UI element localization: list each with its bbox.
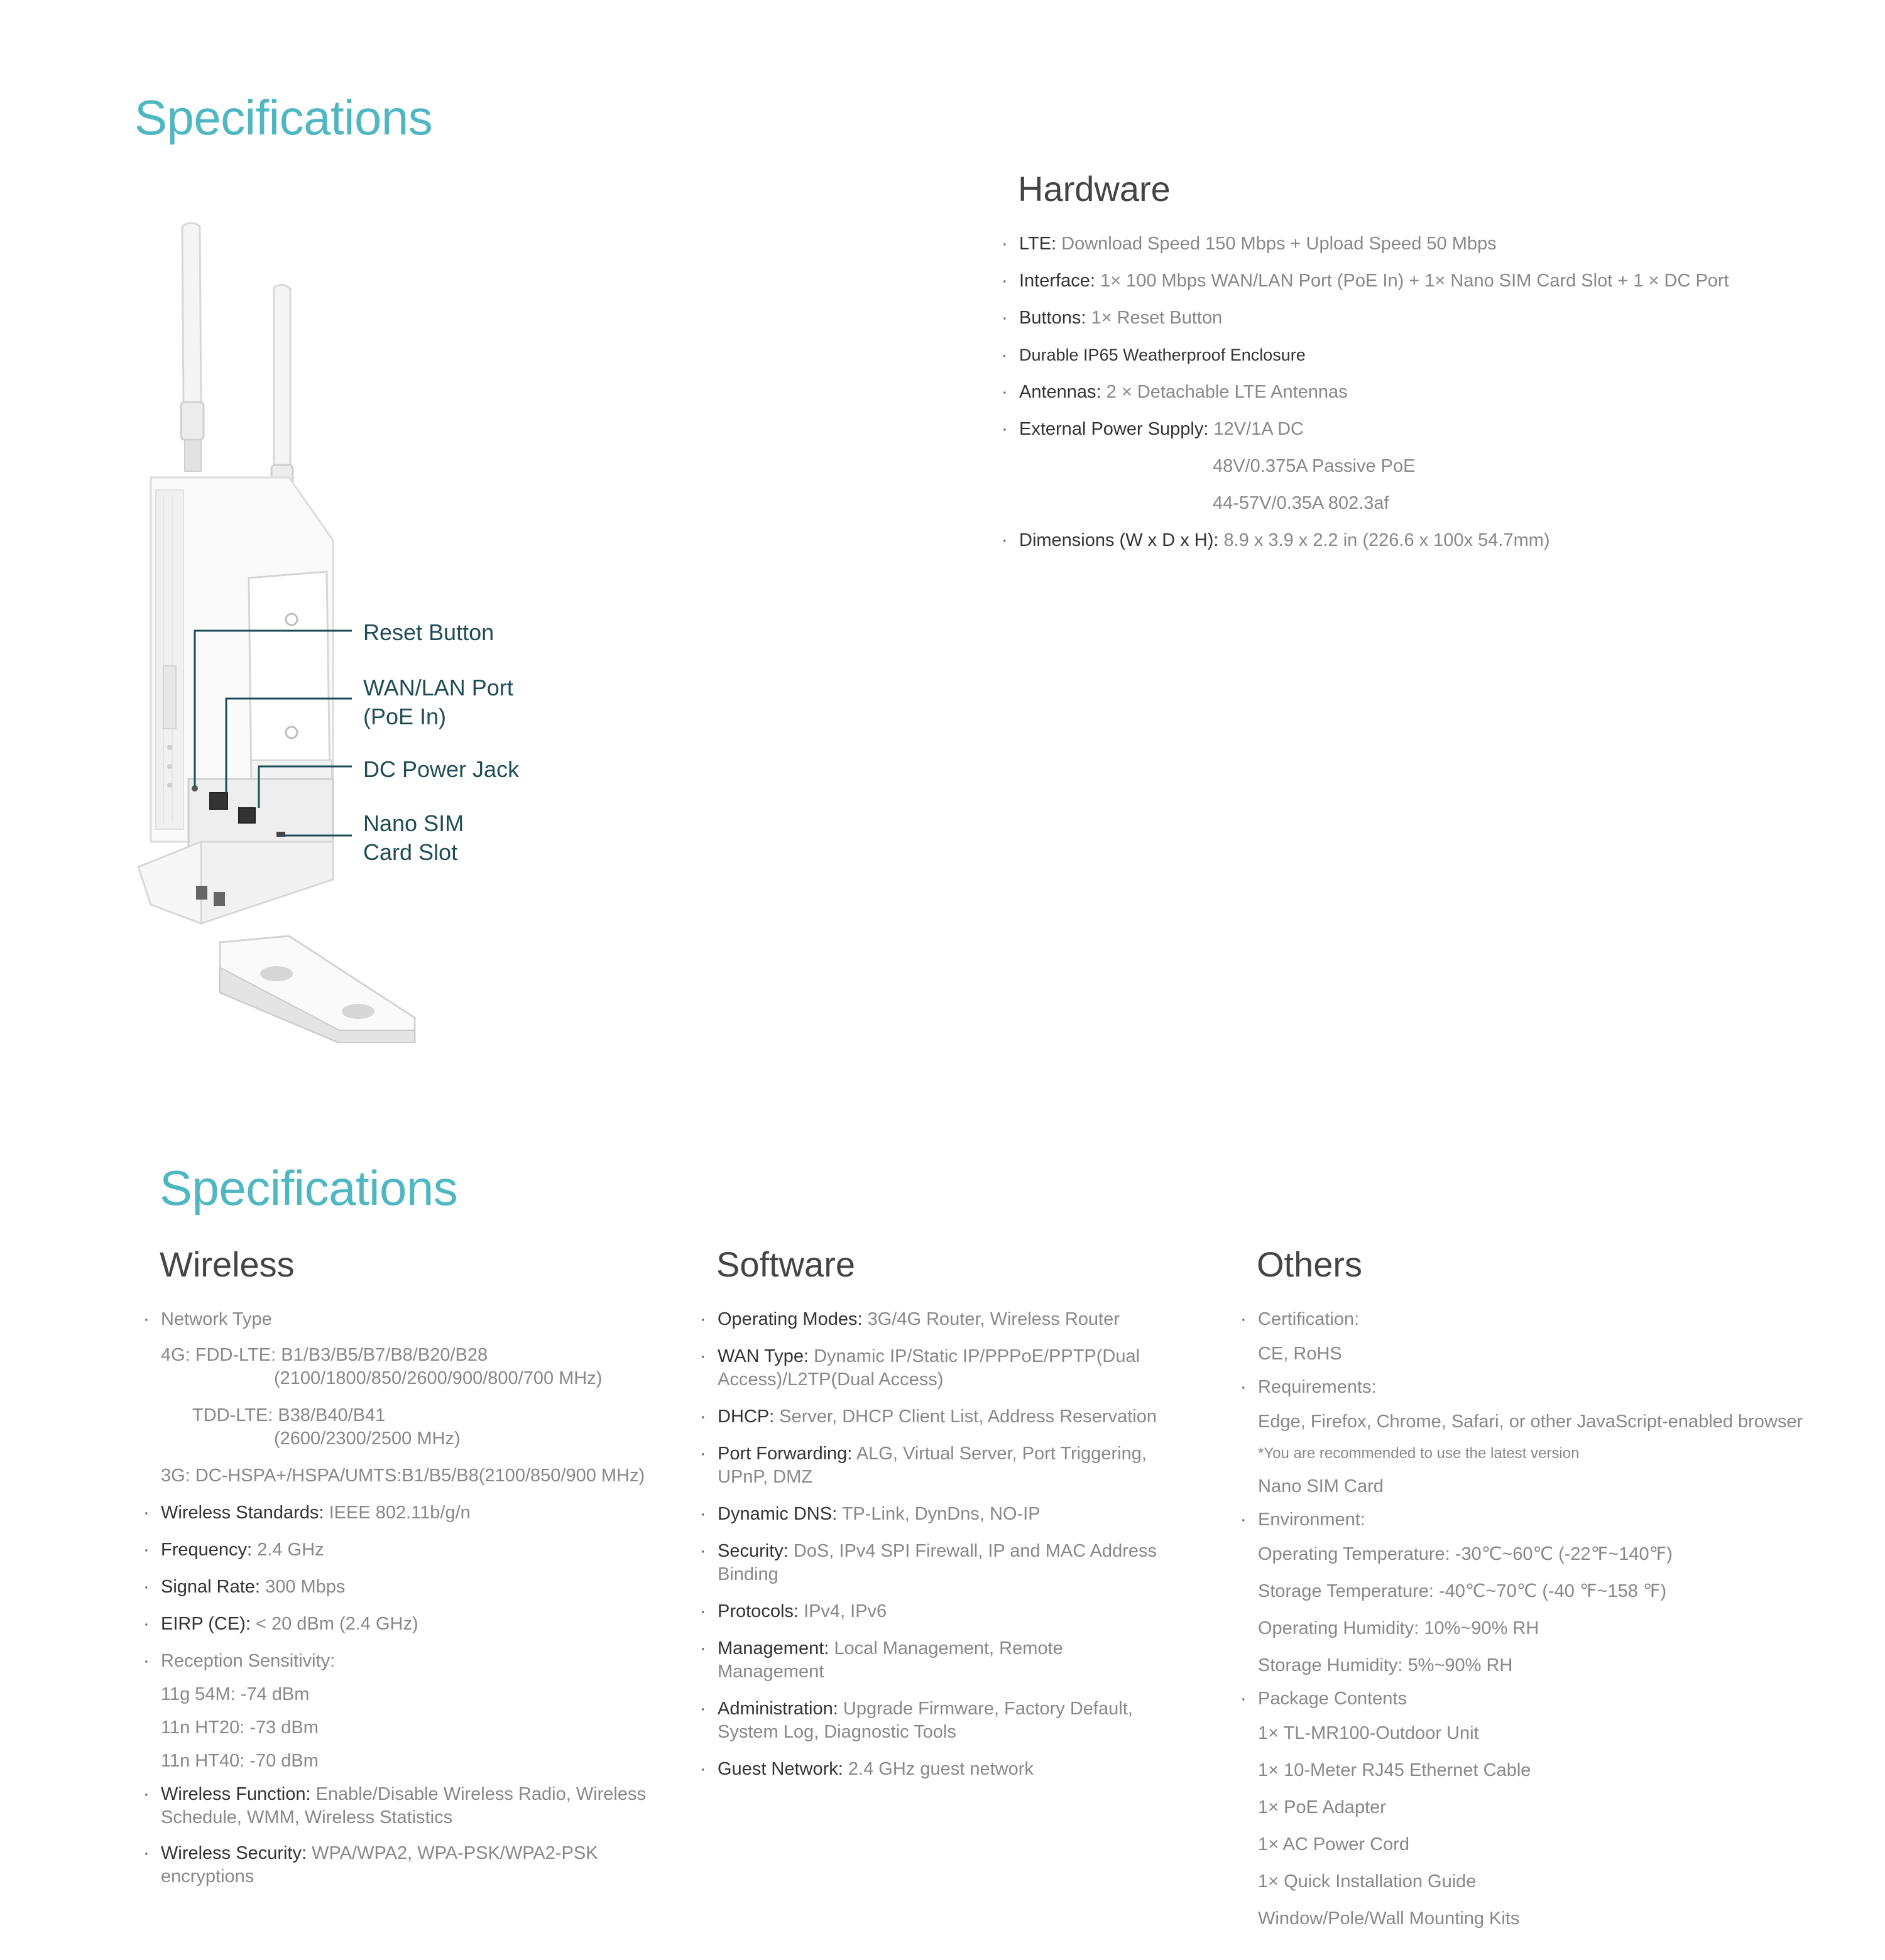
wireless-fdd-line-1: 4G: FDD-LTE: B1/B3/B5/B7/B8/B20/B28 <box>161 1345 488 1365</box>
callout-nano-sim <box>363 809 464 867</box>
wireless-3g: 3G: DC-HSPA+/HSPA/UMTS:B1/B5/B8(2100/850/900 MHz) <box>161 1466 645 1486</box>
wireless-tdd-line-2: (2600/2300/2500 MHz) <box>274 1429 461 1449</box>
wireless-tdd-line-1: TDD-LTE: B38/B40/B41 <box>192 1405 386 1425</box>
others-cert-value: CE, RoHS <box>1258 1344 1342 1364</box>
software-administration: · Administration: Upgrade Firmware, Factory Default, System Log, Diagnostic Tools <box>718 1697 1170 1744</box>
others-env-storage-temp: Storage Temperature: -40℃~70℃ (-40 ℉~158 ℉) <box>1258 1581 1667 1601</box>
page-title-bottom: Specifications <box>160 1160 458 1216</box>
hardware-title: Hardware <box>1018 169 1171 209</box>
wireless-rs-2: 11n HT20: -73 dBm <box>161 1718 319 1738</box>
wireless-security: · Wireless Security: WPA/WPA2, WPA-PSK/WPA2-PSK encryptions <box>161 1842 613 1888</box>
software-guest-network: · Guest Network: 2.4 GHz guest network <box>718 1758 1170 1781</box>
others-req-sim: Nano SIM Card <box>1258 1476 1384 1496</box>
others-title: Others <box>1257 1244 1363 1284</box>
others-pkg-mounting: Window/Pole/Wall Mounting Kits <box>1258 1908 1520 1929</box>
wireless-list <box>161 1308 664 1888</box>
callout-sim-line-2: Card Slot <box>363 839 458 865</box>
wireless-fdd-line-2: (2100/1800/850/2600/900/800/700 MHz) <box>274 1368 603 1388</box>
wireless-reception: · Reception Sensitivity: <box>161 1650 664 1673</box>
hardware-item-antennas: · Antennas: 2 × Detachable LTE Antennas <box>1019 381 1836 404</box>
callout-wan-lan-port <box>363 673 513 731</box>
hardware-item-interface: · Interface: 1× 100 Mbps WAN/LAN Port (PoE In) + 1× Nano SIM Card Slot + 1 × DC Port <box>1019 270 1836 293</box>
software-port-forwarding: · Port Forwarding: ALG, Virtual Server, Port Triggering, UPnP, DMZ <box>718 1442 1170 1489</box>
callout-wan-line-2: (PoE In) <box>363 704 447 729</box>
hardware-list <box>1019 232 1836 552</box>
hardware-item-buttons: · Buttons: 1× Reset Button <box>1019 307 1836 330</box>
callout-wan-line-1: WAN/LAN Port <box>363 675 513 700</box>
hardware-item-dimensions: · Dimensions (W x D x H): 8.9 x 3.9 x 2.2 in (226.6 x 100x 54.7mm) <box>1019 529 1836 552</box>
hardware-item-enclosure: · Durable IP65 Weatherproof Enclosure <box>1019 344 1836 367</box>
callout-reset-button: Reset Button <box>363 619 494 645</box>
software-operating-modes: · Operating Modes: 3G/4G Router, Wireless Router <box>718 1308 1170 1331</box>
others-pkg-poe: 1× PoE Adapter <box>1258 1797 1386 1817</box>
others-pkg-cable: 1× 10-Meter RJ45 Ethernet Cable <box>1258 1760 1531 1780</box>
others-env-storage-humidity: Storage Humidity: 5%~90% RH <box>1258 1655 1513 1675</box>
software-protocols: · Protocols: IPv4, IPv6 <box>718 1600 1170 1623</box>
software-security: · Security: DoS, IPv4 SPI Firewall, IP and MAC Address Binding <box>718 1540 1170 1586</box>
software-management: · Management: Local Management, Remote Management <box>718 1637 1170 1684</box>
others-list <box>1258 1308 1849 1930</box>
others-env-op-temp: Operating Temperature: -30℃~60℃ (-22℉~140℉) <box>1258 1544 1673 1564</box>
others-requirements: · Requirements: <box>1258 1376 1849 1399</box>
others-req-note: *You are recommended to use the latest version <box>1258 1445 1580 1462</box>
hardware-item-power-poe: 48V/0.375A Passive PoE <box>1213 456 1416 476</box>
others-pkg-cord: 1× AC Power Cord <box>1258 1834 1409 1854</box>
wireless-eirp: · EIRP (CE): < 20 dBm (2.4 GHz) <box>161 1613 664 1636</box>
hardware-item-lte: · LTE: Download Speed 150 Mbps + Upload Speed 50 Mbps <box>1019 232 1836 256</box>
wireless-signal-rate: · Signal Rate: 300 Mbps <box>161 1576 664 1599</box>
software-wan-type: · WAN Type: Dynamic IP/Static IP/PPPoE/PPTP(Dual Access)/L2TP(Dual Access) <box>718 1345 1170 1391</box>
software-list <box>718 1308 1170 1781</box>
others-env-op-humidity: Operating Humidity: 10%~90% RH <box>1258 1618 1539 1638</box>
wireless-rs-3: 11n HT40: -70 dBm <box>161 1751 319 1771</box>
page-title-top: Specifications <box>134 90 433 145</box>
software-dhcp: · DHCP: Server, DHCP Client List, Address Reservation <box>718 1405 1170 1429</box>
others-pkg-guide: 1× Quick Installation Guide <box>1258 1871 1477 1892</box>
others-environment: · Environment: <box>1258 1508 1849 1532</box>
wireless-title: Wireless <box>160 1244 295 1284</box>
hardware-item-power: · External Power Supply: 12V/1A DC <box>1019 418 1836 441</box>
software-title: Software <box>716 1244 855 1284</box>
callout-lines <box>0 0 503 879</box>
wireless-frequency: · Frequency: 2.4 GHz <box>161 1538 664 1562</box>
others-certification: · Certification: <box>1258 1308 1849 1331</box>
others-req-browser: Edge, Firefox, Chrome, Safari, or other JavaScript-enabled browser <box>1258 1412 1803 1432</box>
others-package-contents: · Package Contents <box>1258 1687 1849 1711</box>
wireless-network-type: · Network Type <box>161 1308 664 1331</box>
wireless-rs-1: 11g 54M: -74 dBm <box>161 1684 310 1704</box>
others-pkg-unit: 1× TL-MR100-Outdoor Unit <box>1258 1723 1479 1743</box>
wireless-standards: · Wireless Standards: IEEE 802.11b/g/n <box>161 1501 664 1525</box>
software-dynamic-dns: · Dynamic DNS: TP-Link, DynDns, NO-IP <box>718 1503 1170 1526</box>
callout-dc-power-jack: DC Power Jack <box>363 756 520 782</box>
callout-sim-line-1: Nano SIM <box>363 810 464 836</box>
hardware-item-power-af: 44-57V/0.35A 802.3af <box>1213 493 1389 513</box>
wireless-function: · Wireless Function: Enable/Disable Wireless Radio, Wireless Schedule, WMM, Wireless Statistics <box>161 1783 651 1829</box>
